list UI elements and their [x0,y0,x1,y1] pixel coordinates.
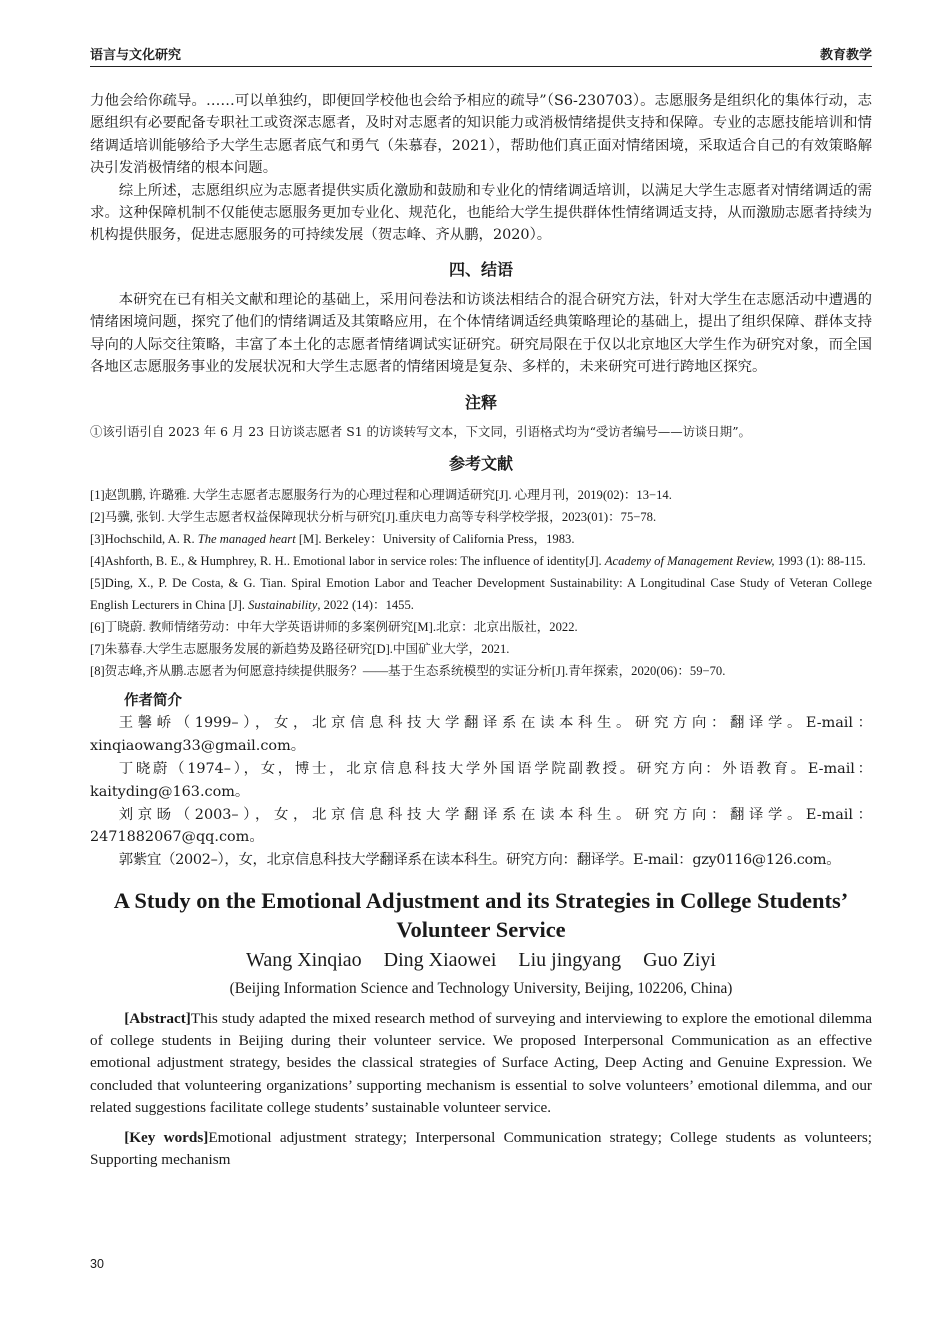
author-bio: 郭紫宜（2002–），女，北京信息科技大学翻译系在读本科生。研究方向：翻译学。E-mail：gzy0116@126.com。 [118,852,841,869]
abstract-label: [Abstract] [124,1010,191,1028]
note-item: ①该引语引自 2023 年 6 月 23 日访谈志愿者 S1 的访谈转写文本，下文同，引语格式均为“受访者编号——访谈日期”。 [90,424,751,440]
reference-item: [6]丁晓蔚. 教师情绪劳动：中年大学英语讲师的多案例研究[M].北京：北京出版社，2022. [90,620,578,635]
paragraph: 综上所述，志愿组织应为志愿者提供实质化激励和鼓励和专业化的情绪调适培训，以满足大学生志愿者对情绪调适的需求。这种保障机制不仅能使志愿服务更加专业化、规范化，也能给大学生提供群体性情绪调适支持，从而激励志愿者持续为机构提供服务，促进志愿服务的可持续发展（贺志峰、齐从鹏，2020）。 [90,182,872,244]
author-bio: 丁晓蔚（1974–），女，博士，北京信息科技大学外国语学院副教授。研究方向：外语教育。E-mail：kaityding@163.com。 [90,761,872,800]
page-content [90,90,872,1171]
page-number: 30 [90,1257,104,1271]
paragraph: 力他会给你疏导。……可以单独约，即便回学校他也会给予相应的疏导”（S6-230703）。志愿服务是组织化的集体行动，志愿组织有必要配备专职社工或资深志愿者，及时对志愿者的知识能力或消极情绪提供支持和保障。专业的志愿技能培训和情绪调适培训能够给予大学生志愿者底气和勇气（朱慕春，2021），帮助他们真正面对情绪困境，采取适合自己的有效策略解决引发消极情绪的根本问题。 [90,93,872,177]
reference-item: [4]Ashforth, B. E., & Humphrey, R. H.. Emotional labor in service roles: The influence of identity[J]. Academy of Management Review, 1993 (1): 88-115. [90,554,866,569]
reference-item: [5]Ding, X., P. De Costa, & G. Tian. Spiral Emotion Labor and Teacher Development Sustainability: A Longitudinal Case Study of Veteran College English Lecturers in China [J]. Sustainability, 2022 (14)：1455. [90,576,872,613]
running-header [90,42,872,67]
author-name: Liu jingyang [518,949,622,972]
abstract-text: This study adapted the mixed research method of surveying and interviewing to explore the emotional dilemma of college students in Beijing during their volunteer service. We proposed Interpersonal Communication as an effective emotional adjustment strategy, besides the classical strategies of Surface Acting, Deep Acting and Genuine Expression. We concluded that volunteering organizations’ supporting mechanism is essential to solve volunteers’ emotional dilemma, and our related suggestions facilitate college students’ sustainable volunteer service. [90,1010,872,1116]
column-name: 教育教学 [819,48,872,63]
keywords-text: Emotional adjustment strategy; Interpersonal Communication strategy; College students as volunteers; Supporting mechanism [90,1129,872,1169]
reference-item: [1]赵凯鹏, 许璐雅. 大学生志愿者志愿服务行为的心理过程和心理调适研究[J]. 心理月刊，2019(02)：13−14. [90,488,672,503]
author-name: Guo Ziyi [643,949,716,972]
english-affiliation: (Beijing Information Science and Technology University, Beijing, 102206, China) [229,980,733,998]
author-name: Ding Xiaowei [383,949,497,972]
english-title: A Study on the Emotional Adjustment and its Strategies in College Students’ Volunteer Service [113,888,849,943]
english-keywords [90,1127,872,1171]
journal-name: 语言与文化研究 [90,48,182,63]
reference-item: [8]贺志峰,齐从鹏.志愿者为何愿意持续提供服务？——基于生态系统模型的实证分析[J].青年探索，2020(06)：59−70. [90,664,726,679]
conclusion-paragraph: 本研究在已有相关文献和理论的基础上，采用问卷法和访谈法相结合的混合研究方法，针对大学生在志愿活动中遭遇的情绪困境问题，探究了他们的情绪调适及其策略应用，在个体情绪调适经典策略理论的基础上，提出了组织保障、群体支持导向的人际交往策略，丰富了本土化的志愿者情绪调试实证研究。研究局限在于仅以北京地区大学生作为研究对象，而全国各地区志愿服务事业的发展状况和大学生志愿者的情绪困境是复杂、多样的，未来研究可进行跨地区探究。 [90,291,872,376]
english-abstract [90,1008,872,1119]
section-title-references: 参考文献 [448,454,513,474]
reference-item: [3]Hochschild, A. R. The managed heart [M]. Berkeley：University of California Press，1983. [90,532,575,547]
section-title-notes: 注释 [464,393,497,413]
author-bio: 王馨峤（1999–），女，北京信息科技大学翻译系在读本科生。研究方向：翻译学。E-mail：xinqiaowang33@gmail.com。 [90,715,872,755]
author-info-title: 作者简介 [124,693,182,710]
author-name: Wang Xinqiao [246,949,362,972]
keywords-label: [Key words] [124,1129,209,1147]
english-authors [90,949,872,972]
reference-list [90,484,872,682]
author-bio: 刘京旸（2003–），女，北京信息科技大学翻译系在读本科生。研究方向：翻译学。E-mail：2471882067@qq.com。 [90,806,872,846]
section-title-conclusion: 四、结语 [448,259,513,279]
reference-item: [7]朱慕春.大学生志愿服务发展的新趋势及路径研究[D].中国矿业大学，2021. [90,642,510,657]
reference-item: [2]马骥, 张钊. 大学生志愿者权益保障现状分析与研究[J].重庆电力高等专科学校学报，2023(01)：75−78. [90,510,657,525]
